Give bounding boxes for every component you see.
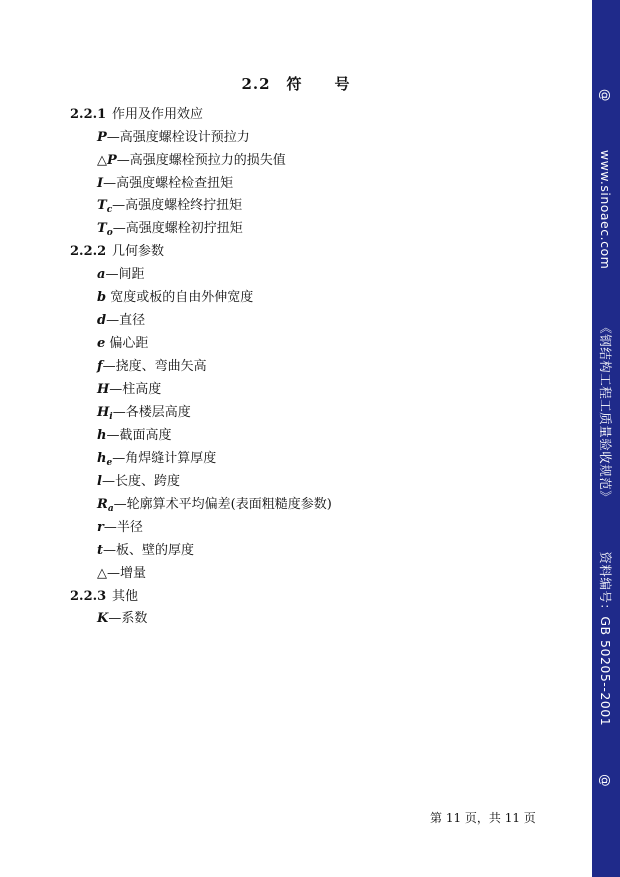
symbol-entry [97,405,191,425]
symbol-entry [97,428,171,444]
page-footer: 第 11 页，共 11 页 [430,811,536,825]
section-heading [70,589,138,605]
document-number: 资料编号：GB 50205--2001 [598,551,613,727]
symbol-entry [97,566,146,582]
symbol-desc: 宽度或板的自由外伸宽度 [106,290,254,305]
sidebar-banner [592,0,620,877]
symbol: a [97,267,106,282]
symbol: H [97,405,110,420]
symbol-entry [97,153,286,169]
symbol: T [97,221,107,236]
symbol: b [97,290,107,305]
symbol-entry [97,176,233,192]
symbol-entry [97,474,180,490]
symbol: △ [97,566,107,581]
section-number: 2.2.3 [70,589,107,604]
symbol-desc: —高强度螺栓预拉力的损失值 [116,153,286,168]
symbol-entry [97,382,161,398]
section-number: 2.2.1 [70,107,107,122]
section-label: 其他 [112,589,139,604]
symbol-entry [97,130,250,146]
symbol: h [97,428,107,443]
symbol-desc: —板、壁的厚度 [103,543,195,558]
symbol: I [97,176,104,191]
symbol-entry [97,497,332,517]
symbol-entry [97,336,148,352]
symbol-desc: —系数 [108,611,148,626]
symbol-desc: —高强度螺栓初拧扭矩 [112,221,243,236]
symbol-desc: —间距 [105,267,145,282]
website-link[interactable]: www.sinoaec.com [598,149,613,270]
symbol-entry [97,520,143,536]
symbol: R [97,497,108,512]
at-sign-mark: @ [598,88,613,102]
symbol-desc: —高强度螺栓终拧扭矩 [112,198,243,213]
symbol-desc: —轮廓算术平均偏差(表面粗糙度参数) [113,497,332,512]
symbol: P [97,130,107,145]
symbol-desc: —高强度螺栓设计预拉力 [106,130,250,145]
symbol-entry [97,198,242,218]
symbol-desc: —高强度螺栓检查扭矩 [103,176,234,191]
symbol: K [97,611,109,626]
symbol-desc: —半径 [103,520,143,535]
symbol-desc: —柱高度 [109,382,162,397]
symbol-desc: —截面高度 [106,428,172,443]
symbol-entry [97,543,194,559]
symbol-subscript: a [107,504,114,514]
symbol-desc: —挠度、弯曲矢高 [102,359,207,374]
symbol: t [97,543,104,558]
symbol: H [97,382,110,397]
symbol-desc: 偏心距 [105,336,149,351]
symbol: f [97,359,103,374]
book-title: 《钢结构工程工质量验收规范》 [598,321,613,504]
symbol: △P [97,153,117,168]
symbol: l [97,474,102,489]
at-sign-mark: @ [598,774,613,788]
section-label: 作用及作用效应 [112,107,204,122]
symbol-subscript: o [106,228,113,238]
symbol-subscript: i [109,412,113,422]
section-heading [70,107,203,123]
symbol-entry [97,290,253,306]
section-heading [70,244,164,260]
symbol-desc: —直径 [106,313,146,328]
symbol-subscript: c [106,205,113,215]
sidebar-text [597,89,615,787]
symbol-entry [97,359,207,375]
symbol-entry [97,451,216,471]
section-label: 几何参数 [112,244,165,259]
symbol-entry [97,611,147,627]
section-number: 2.2.2 [70,244,107,259]
symbol-subscript: e [106,458,113,468]
symbol-desc: —角焊缝计算厚度 [112,451,217,466]
symbol-entry [97,267,144,283]
page-title: 2.2 符 号 [241,75,351,93]
symbol: d [97,313,107,328]
symbol-desc: —长度、跨度 [101,474,180,489]
symbol: r [97,520,104,535]
symbol-desc: —增量 [107,566,147,581]
symbol: T [97,198,107,213]
symbol: h [97,451,107,466]
symbol-entry [97,313,145,329]
symbol-entry [97,221,243,241]
symbol: e [97,336,106,351]
symbol-desc: —各楼层高度 [112,405,191,420]
